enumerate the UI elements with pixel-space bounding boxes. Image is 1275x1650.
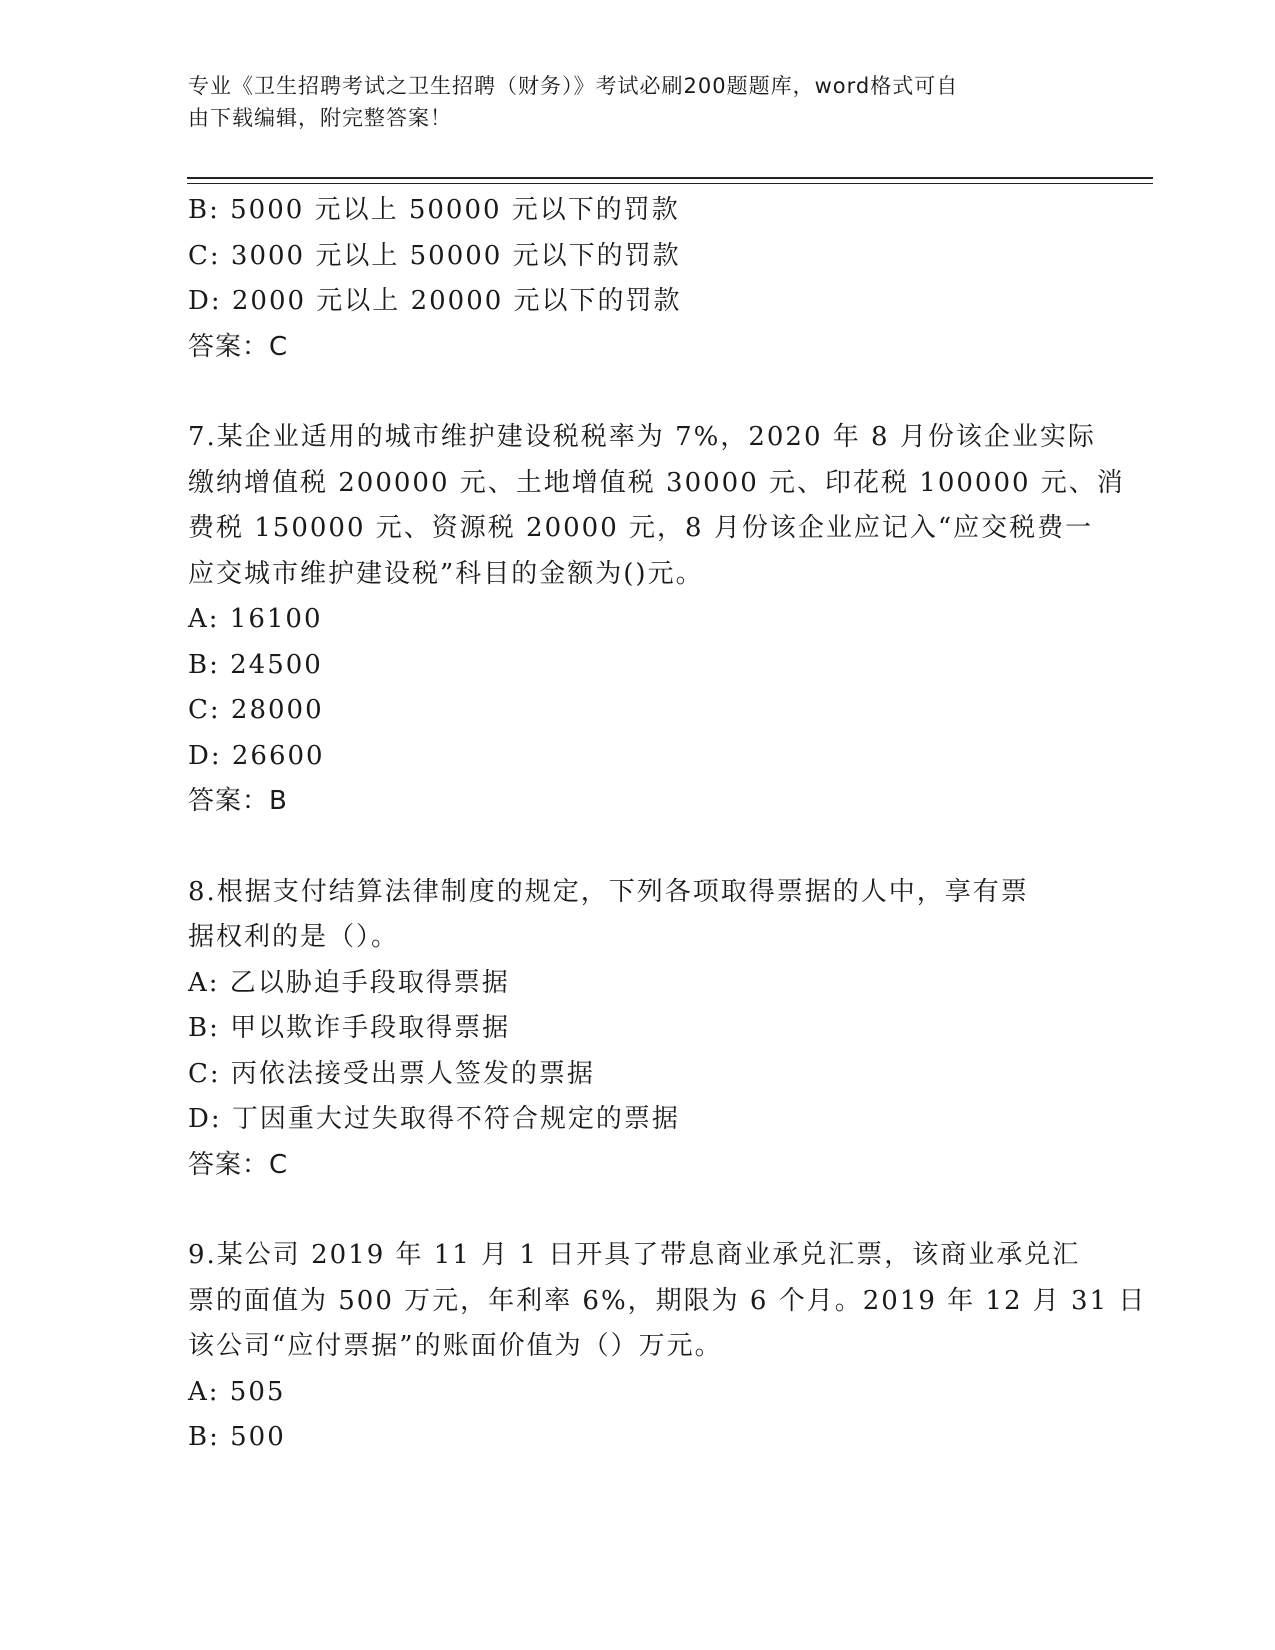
spacer	[188, 1188, 1088, 1233]
question-stem-line: 8.根据支付结算法律制度的规定，下列各项取得票据的人中，享有票	[188, 876, 1029, 907]
question-stem-line: 应交城市维护建设税”科目的金额为()元。	[188, 558, 704, 589]
question-8	[188, 870, 1088, 1189]
option-a: A: 乙以胁迫手段取得票据	[188, 967, 510, 998]
question-stem-line: 据权利的是（）。	[188, 922, 400, 952]
document-body	[188, 188, 1147, 1461]
option-a: A: 16100	[188, 604, 323, 634]
option-d: D: 26600	[188, 740, 325, 771]
question-stem-line: 缴纳增值税 200000 元、土地增值税 30000 元、印花税 100000 元、消	[188, 467, 1125, 498]
spacer	[188, 370, 1088, 415]
header-line-2: 由下载编辑，附完整答案！	[188, 106, 452, 130]
question-7	[188, 415, 1125, 825]
spacer	[188, 825, 1088, 870]
option-a: A: 505	[188, 1376, 286, 1407]
answer-line: 答案：B	[188, 786, 288, 816]
question-stem-line: 7.某企业适用的城市维护建设税税率为 7%，2020 年 8 月份该企业实际	[188, 422, 1096, 452]
header-line-1: 专业《卫生招聘考试之卫生招聘（财务）》考试必刷200题题库，word格式可自	[188, 74, 959, 98]
option-c: C: 28000	[188, 695, 324, 725]
option-d: D: 2000 元以上 20000 元以下的罚款	[188, 286, 682, 316]
option-b: B: 24500	[188, 649, 323, 680]
option-b: B: 500	[188, 1422, 286, 1452]
question-stem-line: 9.某公司 2019 年 11 月 1 日开具了带息商业承兑汇票，该商业承兑汇	[188, 1240, 1081, 1270]
question-9	[188, 1233, 1147, 1461]
page-header	[188, 70, 1088, 134]
answer-line: 答案：C	[188, 331, 289, 362]
answer-line: 答案：C	[188, 1149, 289, 1180]
option-d: D: 丁因重大过失取得不符合规定的票据	[188, 1104, 680, 1134]
question-fragment	[188, 188, 1088, 370]
header-divider	[187, 177, 1153, 184]
question-stem-line: 该公司“应付票据”的账面价值为（）万元。	[188, 1331, 723, 1361]
option-b: B: 甲以欺诈手段取得票据	[188, 1013, 511, 1043]
question-stem-line: 费税 150000 元、资源税 20000 元，8 月份该企业应记入“应交税费一	[188, 513, 1094, 543]
option-c: C: 3000 元以上 50000 元以下的罚款	[188, 240, 681, 271]
question-stem-line: 票的面值为 500 万元，年利率 6%，期限为 6 个月。2019 年 12 月 31 日	[188, 1285, 1147, 1316]
option-c: C: 丙依法接受出票人签发的票据	[188, 1058, 595, 1089]
option-b: B: 5000 元以上 50000 元以下的罚款	[188, 195, 680, 225]
